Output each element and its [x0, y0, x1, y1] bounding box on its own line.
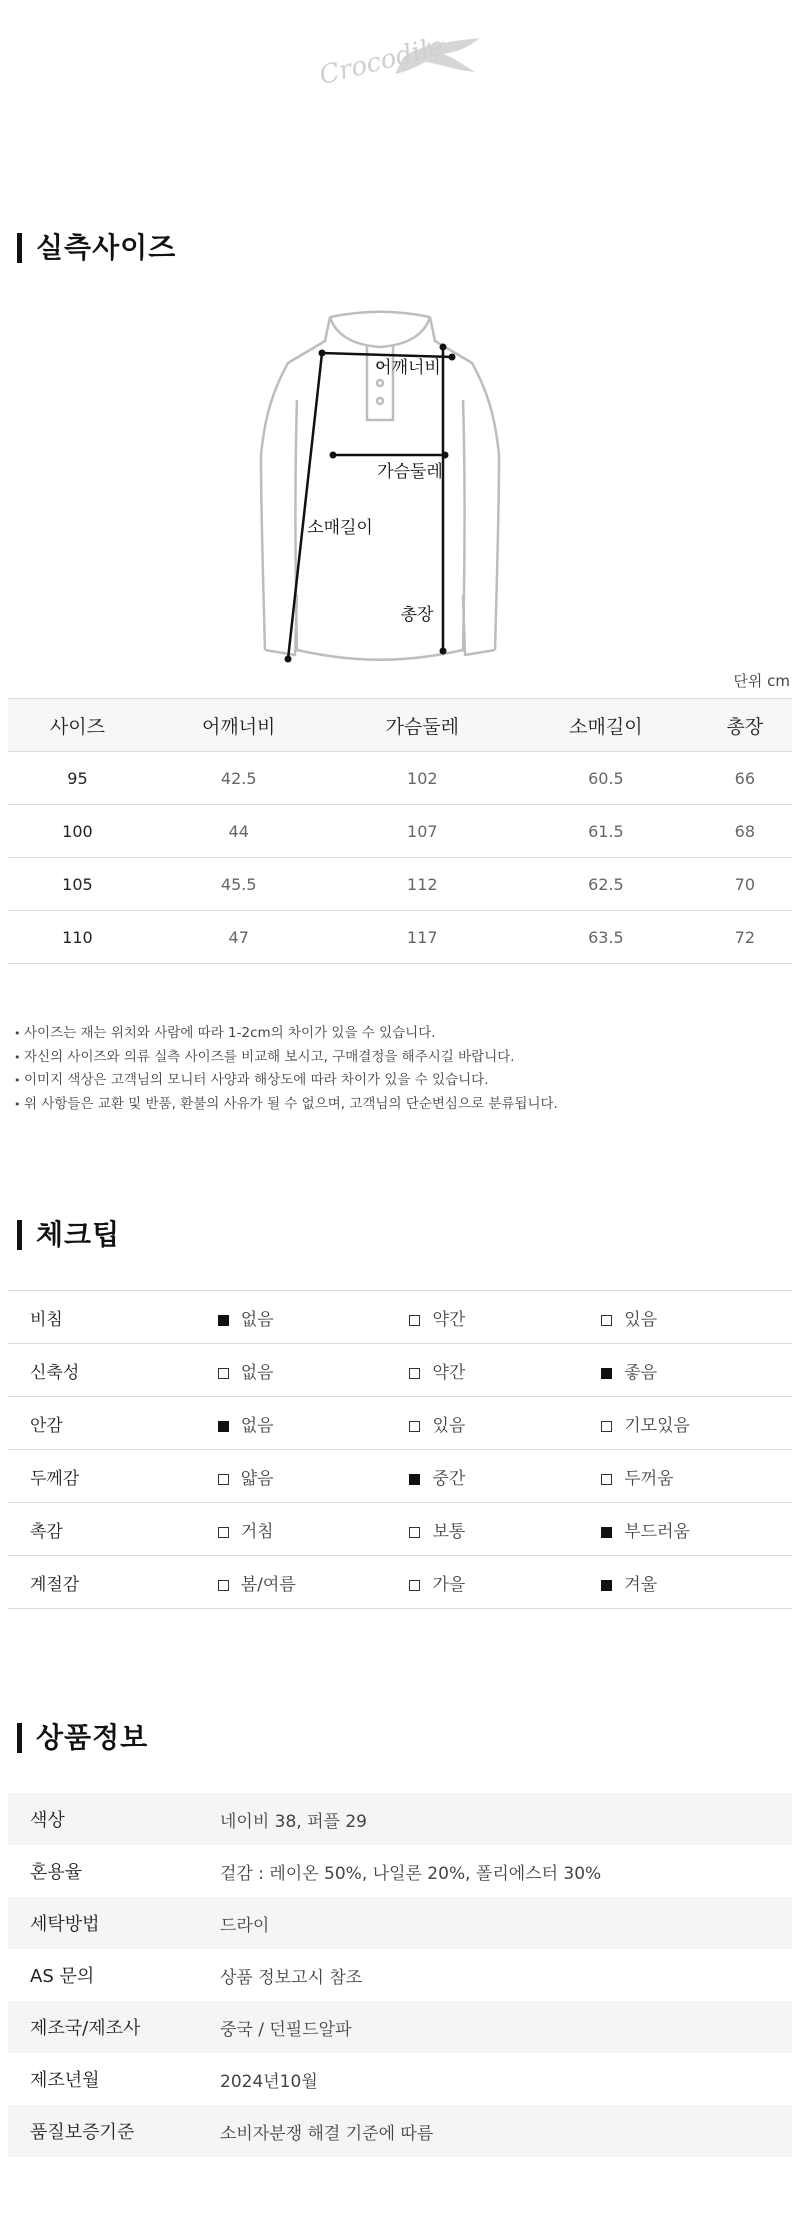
section-title-info: 상품정보: [17, 1723, 148, 1753]
product-info-table: [8, 1793, 792, 2157]
unchecked-box-icon: [218, 1580, 229, 1591]
check-option-label: 있음: [432, 1415, 466, 1436]
info-value: 소비자분쟁 해결 기준에 따름: [219, 2105, 792, 2157]
check-option-label: 없음: [240, 1309, 274, 1330]
check-option-label: 얇음: [240, 1468, 274, 1489]
size-cell: 105: [8, 858, 147, 911]
info-value: 중국 / 던필드알파: [219, 2001, 792, 2053]
check-option-label: 중간: [432, 1468, 466, 1489]
info-label: 색상: [8, 1793, 219, 1845]
check-option: [600, 1344, 792, 1397]
check-option: [217, 1344, 409, 1397]
check-option-label: 부드러움: [624, 1521, 690, 1542]
size-cell: 72: [698, 911, 792, 964]
unchecked-box-icon: [409, 1527, 420, 1538]
size-cell: 107: [331, 805, 515, 858]
info-label: 제조국/제조사: [8, 2001, 219, 2053]
note-item: • 사이즈는 재는 위치와 사람에 따라 1-2cm의 차이가 있을 수 있습니다.: [14, 1022, 558, 1046]
check-option-label: 가을: [432, 1574, 466, 1595]
size-cell: 102: [331, 752, 515, 805]
unchecked-box-icon: [601, 1421, 612, 1432]
size-cell: 62.5: [514, 858, 698, 911]
check-label: 촉감: [8, 1503, 217, 1556]
svg-text:Crocodile: Crocodile: [316, 31, 447, 92]
size-cell: 117: [331, 911, 515, 964]
table-row: [8, 858, 792, 911]
check-option: [217, 1291, 409, 1344]
size-cell: 66: [698, 752, 792, 805]
info-label: 품질보증기준: [8, 2105, 219, 2157]
crocodile-logo: [315, 28, 485, 98]
size-table: [8, 698, 792, 964]
info-label: AS 문의: [30, 1966, 95, 1987]
check-label: 두께감: [8, 1450, 217, 1503]
check-option-label: 없음: [240, 1415, 274, 1436]
check-option: [408, 1291, 600, 1344]
size-cell: 70: [698, 858, 792, 911]
size-cell: 44: [147, 805, 331, 858]
check-option: [217, 1556, 409, 1609]
check-option-label: 약간: [432, 1309, 466, 1330]
table-row: [8, 805, 792, 858]
garment-measurement-diagram: [255, 305, 575, 675]
check-option-label: 좋음: [624, 1362, 658, 1383]
table-row: [8, 911, 792, 964]
checked-box-icon: [601, 1368, 612, 1379]
label-chest: 가슴둘레: [377, 462, 443, 482]
section-title-check: 체크팁: [17, 1220, 120, 1250]
check-row: [8, 1397, 792, 1450]
check-option: [408, 1556, 600, 1609]
check-option: [408, 1344, 600, 1397]
size-header-cell: 총장: [698, 699, 792, 752]
unit-label: 단위 cm: [733, 672, 790, 690]
info-value: 2024년10월: [220, 2071, 318, 2092]
check-row: [8, 1450, 792, 1503]
size-cell: 42.5: [147, 752, 331, 805]
table-row: [8, 752, 792, 805]
check-row: [8, 1556, 792, 1609]
check-label: 신축성: [8, 1344, 217, 1397]
check-tip-table: [8, 1290, 792, 1609]
info-label: 혼용율: [30, 1862, 83, 1883]
info-value: 드라이: [219, 1897, 792, 1949]
checked-box-icon: [218, 1315, 229, 1326]
check-option-label: 기모있음: [624, 1415, 690, 1436]
size-cell: 63.5: [514, 911, 698, 964]
unchecked-box-icon: [218, 1368, 229, 1379]
check-option: [217, 1503, 409, 1556]
label-sleeve: 소매길이: [307, 518, 373, 538]
info-row: [8, 1897, 792, 1949]
info-row: [8, 2053, 792, 2105]
check-option-label: 거침: [240, 1521, 274, 1542]
unchecked-box-icon: [218, 1527, 229, 1538]
size-cell: 45.5: [147, 858, 331, 911]
size-cell: 95: [8, 752, 147, 805]
unchecked-box-icon: [409, 1421, 420, 1432]
size-notes: [14, 1022, 558, 1116]
label-shoulder: 어깨너비: [375, 358, 441, 378]
check-option-label: 약간: [432, 1362, 466, 1383]
check-label: 계절감: [8, 1556, 217, 1609]
size-cell: 110: [8, 911, 147, 964]
info-row: [8, 1845, 792, 1897]
check-label: 비침: [8, 1291, 217, 1344]
check-option-label: 없음: [240, 1362, 274, 1383]
unchecked-box-icon: [601, 1315, 612, 1326]
check-option: [217, 1397, 409, 1450]
size-cell: 47: [147, 911, 331, 964]
label-length: 총장: [400, 605, 434, 625]
section-title-size: 실측사이즈: [17, 233, 176, 263]
check-row: [8, 1291, 792, 1344]
check-option: [408, 1397, 600, 1450]
check-row: [8, 1344, 792, 1397]
unchecked-box-icon: [409, 1315, 420, 1326]
check-option: [600, 1397, 792, 1450]
note-item: • 이미지 색상은 고객님의 모니터 사양과 해상도에 따라 차이가 있을 수 있습니다.: [14, 1069, 558, 1093]
check-option: [600, 1556, 792, 1609]
checked-box-icon: [218, 1421, 229, 1432]
checked-box-icon: [601, 1580, 612, 1591]
check-option-label: 두꺼움: [624, 1468, 674, 1489]
size-cell: 68: [698, 805, 792, 858]
size-header-cell: 소매길이: [514, 699, 698, 752]
checked-box-icon: [409, 1474, 420, 1485]
check-option: [217, 1450, 409, 1503]
size-table-header: [8, 699, 792, 752]
check-option-label: 있음: [624, 1309, 658, 1330]
unchecked-box-icon: [409, 1368, 420, 1379]
info-row: [8, 1793, 792, 1845]
size-header-cell: 어깨너비: [147, 699, 331, 752]
check-option: [600, 1291, 792, 1344]
check-row: [8, 1503, 792, 1556]
check-option-label: 겨울: [624, 1574, 658, 1595]
size-header-cell: 사이즈: [8, 699, 147, 752]
check-option-label: 보통: [432, 1521, 466, 1542]
info-value: 상품 정보고시 참조: [220, 1967, 363, 1988]
checked-box-icon: [601, 1527, 612, 1538]
size-cell: 100: [8, 805, 147, 858]
check-label: 안감: [8, 1397, 217, 1450]
info-value: 네이비 38, 퍼플 29: [219, 1793, 792, 1845]
info-label: 세탁방법: [8, 1897, 219, 1949]
check-option: [600, 1503, 792, 1556]
check-option: [408, 1450, 600, 1503]
check-option-label: 봄/여름: [240, 1574, 296, 1595]
unchecked-box-icon: [409, 1580, 420, 1591]
note-item: • 위 사항들은 교환 및 반품, 환불의 사유가 될 수 없으며, 고객님의 단순변심으로 분류됩니다.: [14, 1093, 558, 1117]
info-row: [8, 1949, 792, 2001]
info-row: [8, 2105, 792, 2157]
size-cell: 61.5: [514, 805, 698, 858]
check-option: [408, 1503, 600, 1556]
note-item: • 자신의 사이즈와 의류 실측 사이즈를 비교해 보시고, 구매결정을 해주시길 바랍니다.: [14, 1046, 558, 1070]
size-header-cell: 가슴둘레: [331, 699, 515, 752]
size-cell: 112: [331, 858, 515, 911]
unchecked-box-icon: [601, 1474, 612, 1485]
info-value: 겉감 : 레이온 50%, 나일론 20%, 폴리에스터 30%: [220, 1863, 602, 1884]
size-cell: 60.5: [514, 752, 698, 805]
info-row: [8, 2001, 792, 2053]
check-option: [600, 1450, 792, 1503]
info-label: 제조년월: [30, 2070, 100, 2091]
unchecked-box-icon: [218, 1474, 229, 1485]
